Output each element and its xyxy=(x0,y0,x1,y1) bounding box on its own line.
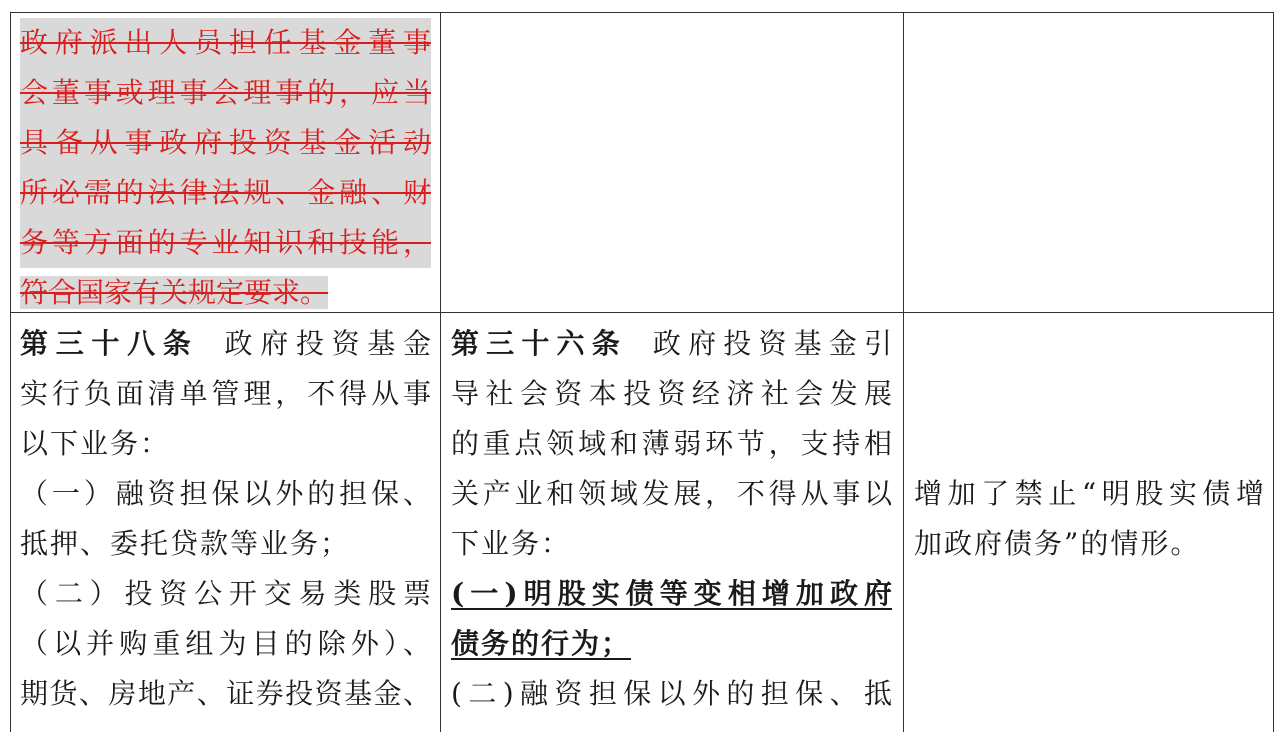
old-article-heading: 第三十八条 xyxy=(20,327,199,360)
deleted-text-line: 务等方面的专业知识和技能， xyxy=(20,218,431,268)
table-border-right xyxy=(1273,12,1274,732)
old-article-cell xyxy=(20,319,431,729)
column-divider-2 xyxy=(903,12,904,732)
new-article-line: 关产业和领域发展，不得从事以 xyxy=(451,477,892,510)
added-text-line: (一)明股实债等变相增加政府 xyxy=(451,577,892,610)
deleted-text-line: 符合国家有关规定要求。 xyxy=(20,276,329,309)
deleted-text-line: 具备从事政府投资基金活动 xyxy=(20,118,431,168)
column-divider-1 xyxy=(440,12,441,732)
old-deleted-cell xyxy=(20,18,431,308)
change-note-cell xyxy=(914,469,1264,569)
comparison-table xyxy=(10,12,1274,732)
table-border-top xyxy=(10,12,1274,13)
deleted-text-line: 会董事或理事会理事的，应当 xyxy=(20,68,431,118)
new-article-line: 导社会资本投资经济社会发展 xyxy=(451,377,892,410)
old-article-line: 期货、房地产、证券投资基金、 xyxy=(20,677,431,710)
new-article-line: (二)融资担保以外的担保、抵 xyxy=(451,677,892,710)
deleted-text-line: 政府派出人员担任基金董事 xyxy=(20,18,431,68)
deleted-text-line: 所必需的法律法规、金融、财 xyxy=(20,168,431,218)
old-article-line: 以下业务： xyxy=(20,427,171,460)
new-article-cell xyxy=(451,319,892,729)
change-note-line: 增加了禁止“明股实债增 xyxy=(914,477,1264,510)
new-article-line: 政府投资基金引 xyxy=(652,327,892,360)
old-article-line: 政府投资基金 xyxy=(224,327,431,360)
new-article-line: 下业务： xyxy=(451,527,572,560)
table-border-left xyxy=(10,12,11,732)
new-article-line: 的重点领域和薄弱环节，支持相 xyxy=(451,427,892,460)
added-text-line: 债务的行为； xyxy=(451,627,632,660)
old-article-line: 抵押、委托贷款等业务； xyxy=(20,527,351,560)
old-article-line: 实行负面清单管理，不得从事 xyxy=(20,377,431,410)
old-article-line: （二）投资公开交易类股票 xyxy=(20,577,431,610)
change-note-line: 加政府债务”的情形。 xyxy=(914,527,1201,560)
old-article-line: （一）融资担保以外的担保、 xyxy=(20,477,431,510)
new-article-heading: 第三十六条 xyxy=(451,327,627,360)
old-article-line: （以并购重组为目的除外）、 xyxy=(20,627,431,660)
